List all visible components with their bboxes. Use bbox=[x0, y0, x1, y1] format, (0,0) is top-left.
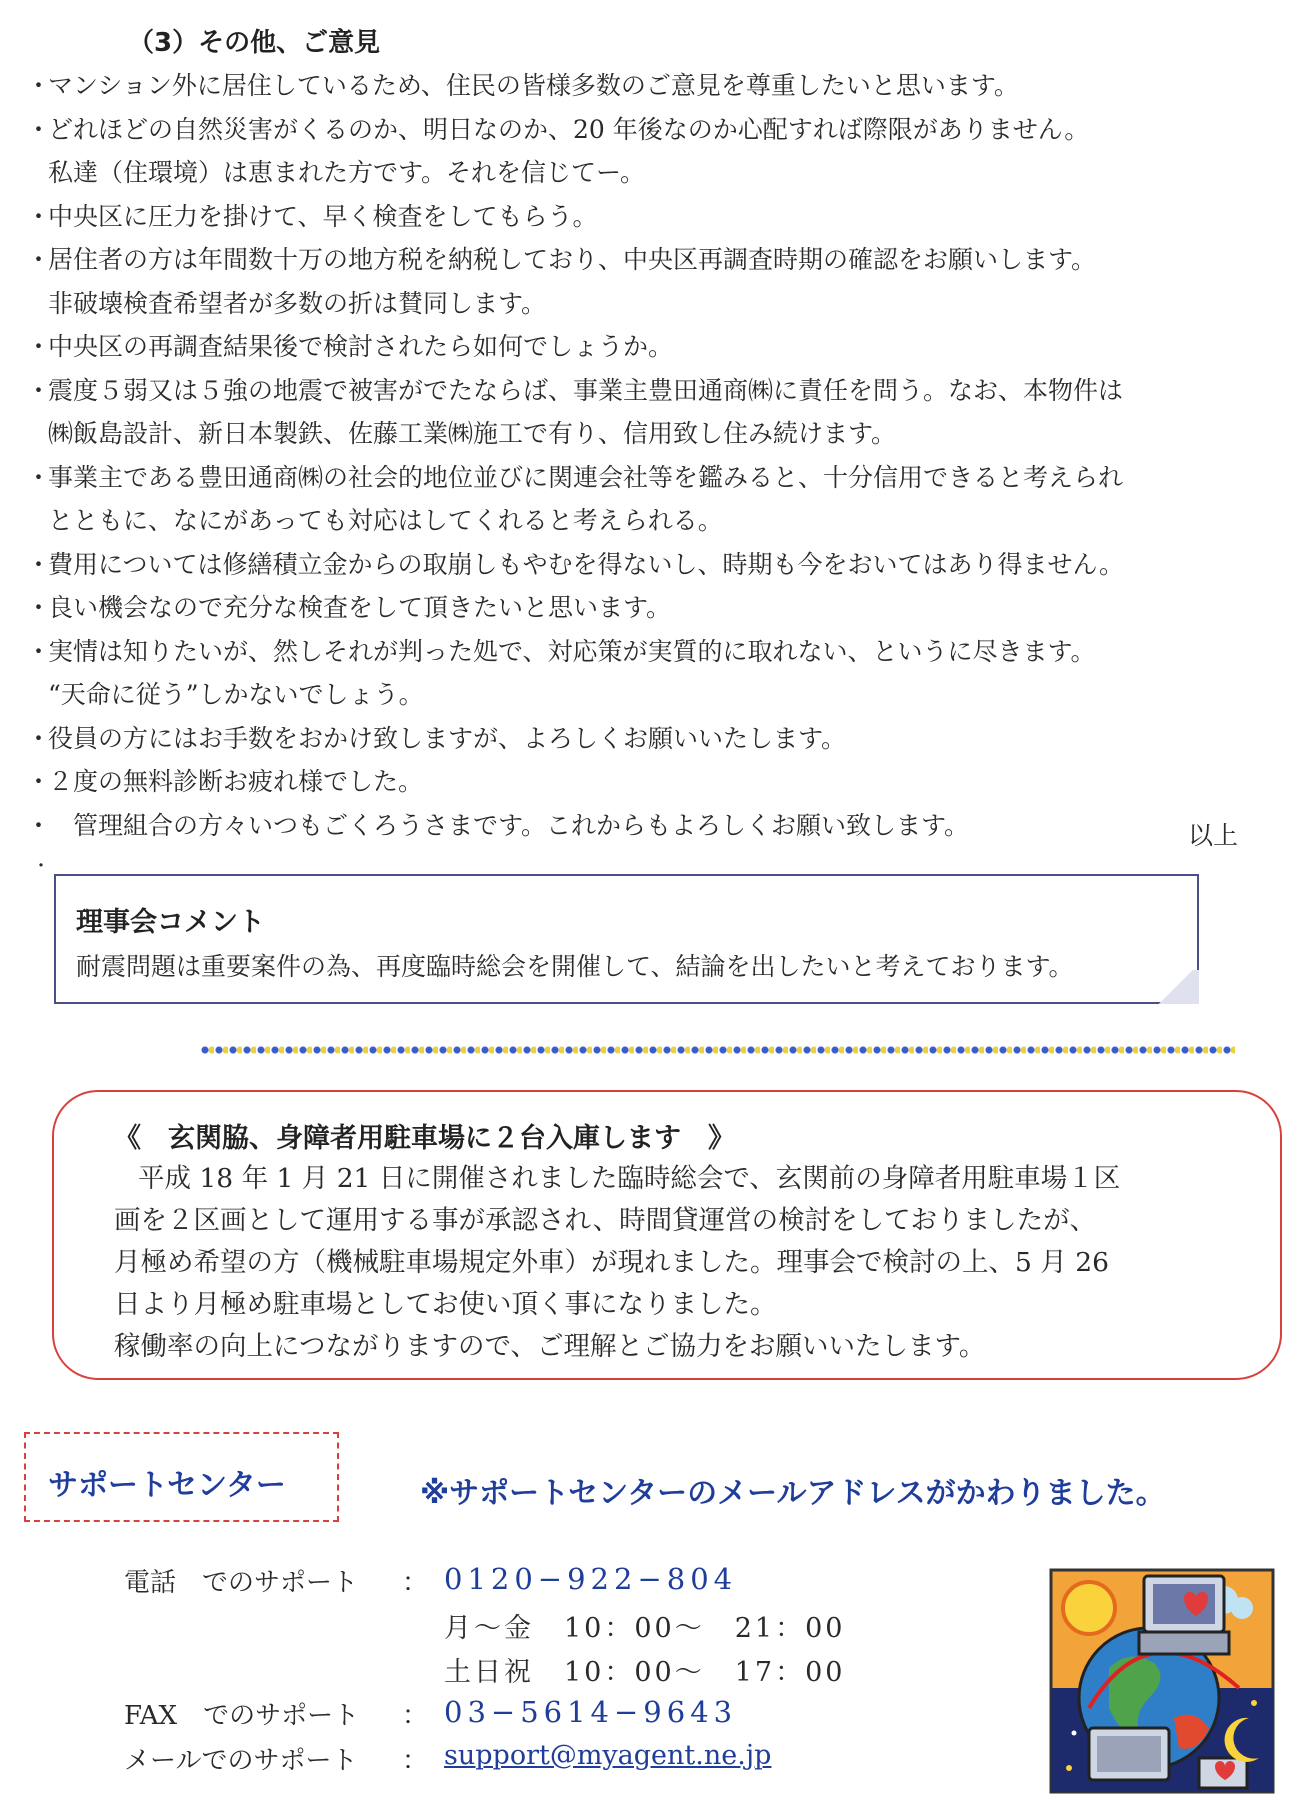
list-item bbox=[26, 586, 1256, 630]
weekday-hours-row bbox=[124, 1606, 1044, 1646]
bullet: ・ bbox=[32, 856, 50, 877]
parking-notice-title: 《 玄関脇、身障者用駐車場に２台入庫します 》 bbox=[114, 1123, 735, 1154]
fax-number[interactable]: 03−5614−9643 bbox=[444, 1695, 738, 1729]
opinion-line: 管理組合の方々いつもごくろうさまです。これからもよろしくお願い致します。 bbox=[48, 810, 970, 840]
board-comment-body: 耐震問題は重要案件の為、再度臨時総会を開催して、結論を出したいと考えております。 bbox=[76, 952, 1074, 981]
opinion-line: 居住者の方は年間数十万の地方税を納税しており、中央区再調査時期の確認をお願いします。 bbox=[48, 245, 1097, 274]
bullet: ・ bbox=[26, 375, 52, 405]
board-comment-title: 理事会コメント bbox=[76, 907, 265, 938]
phone-number[interactable]: 0120−922−804 bbox=[444, 1562, 738, 1596]
support-email-link[interactable]: support@myagent.ne.jp bbox=[444, 1740, 772, 1771]
bullet: ・ bbox=[26, 767, 52, 796]
opinion-line: 事業主である豊田通商㈱の社会的地位並びに関連会社等を鑑みると、十分信用できると考えられ bbox=[48, 462, 1124, 492]
bullet: ・ bbox=[26, 636, 52, 666]
list-item bbox=[26, 543, 1256, 587]
bullet: ・ bbox=[26, 810, 52, 840]
support-center-tag bbox=[24, 1432, 339, 1522]
list-item bbox=[26, 760, 1256, 804]
bullet: ・ bbox=[26, 593, 52, 622]
opinion-line: 中央区に圧力を掛けて、早く検査をしてもらう。 bbox=[48, 201, 598, 231]
dotted-divider bbox=[200, 1043, 1235, 1057]
bullet: ・ bbox=[26, 201, 52, 231]
bullet: ・ bbox=[26, 71, 52, 100]
bullet: ・ bbox=[26, 723, 52, 753]
opinion-list bbox=[26, 64, 1256, 847]
opinion-line: とともに、なにがあっても対応はしてくれると考えられる。 bbox=[48, 506, 723, 535]
parking-notice-body bbox=[114, 1158, 1264, 1368]
mail-support-row bbox=[124, 1740, 1044, 1780]
weekend-hours-row bbox=[124, 1650, 1044, 1690]
separator: ： bbox=[402, 1746, 429, 1776]
weekday-hours: 月～金 10：00～ 21：00 bbox=[444, 1613, 846, 1644]
list-item bbox=[26, 238, 1256, 325]
separator: ： bbox=[402, 1701, 429, 1731]
bullet: ・ bbox=[26, 245, 52, 274]
list-item bbox=[26, 630, 1256, 717]
notice-line: 稼働率の向上につながりますので、ご理解とご協力をお願いいたします。 bbox=[114, 1331, 986, 1362]
computers-globe-illustration-icon bbox=[1049, 1568, 1275, 1794]
fax-support-label: FAX でのサポート bbox=[124, 1701, 360, 1731]
bullet: ・ bbox=[26, 114, 52, 144]
phone-support-row bbox=[124, 1562, 1044, 1602]
bullet: ・ bbox=[26, 549, 52, 579]
opinion-line: 役員の方にはお手数をおかけ致しますが、よろしくお願いいたします。 bbox=[48, 723, 847, 753]
list-item bbox=[26, 717, 1256, 761]
opinion-line: 中央区の再調査結果後で検討されたら如何でしょうか。 bbox=[48, 332, 674, 361]
opinion-line: ２度の無料診断お疲れ様でした。 bbox=[48, 767, 424, 796]
list-item bbox=[26, 804, 1256, 848]
closing-mark: 以上 bbox=[1187, 821, 1238, 850]
opinion-line: 良い機会なので充分な検査をして頂きたいと思います。 bbox=[48, 593, 672, 622]
weekend-hours: 土日祝 10：00～ 17：00 bbox=[444, 1657, 846, 1688]
opinion-line: 私達（住環境）は恵まれた方です。それを信じてー。 bbox=[48, 158, 646, 187]
bullet: ・ bbox=[26, 462, 52, 492]
opinion-line: 費用については修繕積立金からの取崩しもやむを得ないし、時期も今をおいてはあり得ません。 bbox=[48, 549, 1125, 579]
notice-line: 平成 18 年 1 月 21 日に開催されました臨時総会で、玄関前の身障者用駐車場１区 bbox=[138, 1163, 1121, 1194]
mail-support-label: メールでのサポート bbox=[124, 1746, 358, 1776]
separator: ： bbox=[402, 1568, 429, 1598]
support-center-label: サポートセンター bbox=[48, 1468, 286, 1503]
phone-support-label: 電話 でのサポート bbox=[124, 1568, 359, 1598]
opinion-line: どれほどの自然災害がくるのか、明日なのか、20 年後なのか心配すれば際限がありません。 bbox=[48, 114, 1090, 144]
bullet: ・ bbox=[26, 332, 52, 361]
notice-line: 画を２区画として運用する事が承認され、時間貸運営の検討をしておりましたが、 bbox=[114, 1205, 1097, 1236]
opinion-line: ㈱飯島設計、新日本製鉄、佐藤工業㈱施工で有り、信用致し住み続けます。 bbox=[48, 419, 897, 448]
list-item bbox=[26, 64, 1256, 108]
list-item bbox=[26, 369, 1256, 456]
support-email-notice: ※サポートセンターのメールアドレスがかわりました。 bbox=[420, 1476, 1166, 1511]
opinion-line: “天命に従う”しかないでしょう。 bbox=[48, 680, 424, 709]
opinion-line: 非破壊検査希望者が多数の折は賛同します。 bbox=[48, 288, 547, 318]
section-heading: （3）その他、ご意見 bbox=[128, 28, 381, 58]
list-item bbox=[26, 456, 1256, 543]
notice-line: 月極め希望の方（機械駐車場規定外車）が現れました。理事会で検討の上、5 月 26 bbox=[114, 1247, 1109, 1278]
opinion-line: 実情は知りたいが、然しそれが判った処で、対応策が実質的に取れない、というに尽きます。 bbox=[48, 636, 1096, 666]
fax-support-row bbox=[124, 1695, 1044, 1735]
page-curl-decoration bbox=[1153, 970, 1199, 1004]
list-item bbox=[26, 195, 1256, 239]
list-item bbox=[26, 325, 1256, 369]
opinion-line: マンション外に居住しているため、住民の皆様多数のご意見を尊重したいと思います。 bbox=[48, 71, 1019, 100]
notice-line: 日より月極め駐車場としてお使い頂く事になりました。 bbox=[114, 1289, 777, 1320]
parking-notice-box bbox=[52, 1090, 1282, 1380]
list-item bbox=[26, 108, 1256, 195]
opinion-line: 震度５弱又は５強の地震で被害がでたならば、事業主豊田通商㈱に責任を問う。なお、本物件は bbox=[48, 375, 1124, 405]
board-comment-box bbox=[54, 874, 1199, 1004]
